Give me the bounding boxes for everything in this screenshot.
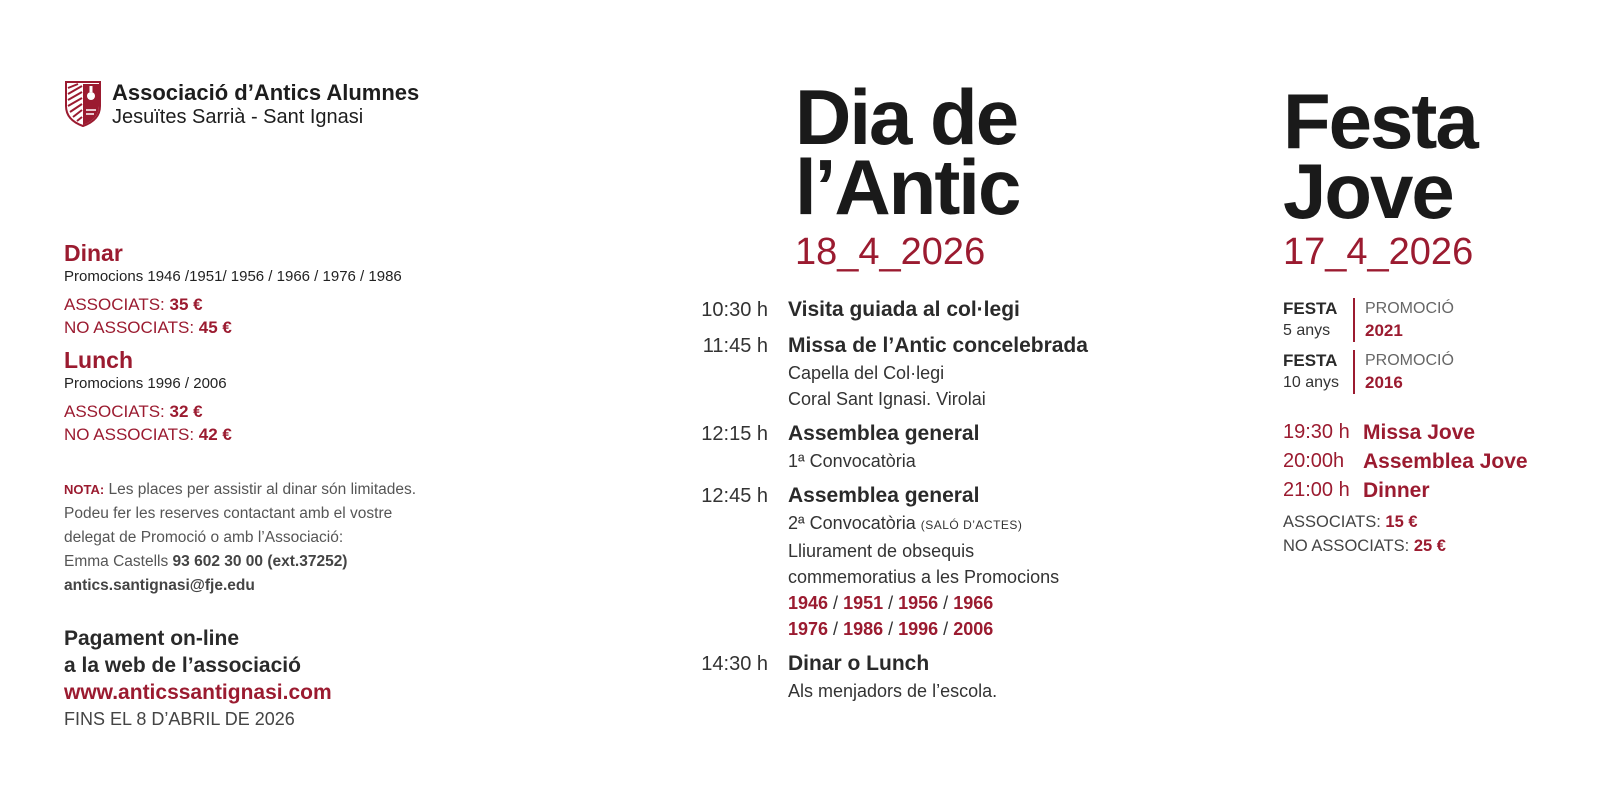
festa-jove-title: Festa Jove [1283,77,1477,235]
meal-prices [64,240,484,446]
festa-promo-row: FESTA 10 anys PROMOCIÓ 2016 [1283,351,1454,392]
dinar-promotions: Promocions 1946 /1951/ 1956 / 1966 / 1976 / 1986 [64,268,402,285]
festa-jove-prices [1283,510,1446,558]
org-name: Associació d’Antics Alumnes [112,80,420,105]
dia-antic-schedule [690,296,1150,712]
schedule-detail: Lliurament de obsequis [788,541,975,561]
lunch-non-members-price: NO ASSOCIATS: 42 € [64,425,232,444]
lunch-title: Lunch [64,347,133,373]
dia-antic-date: 18_4_2026 [795,231,986,273]
schedule-time: 14:30 h [701,653,768,675]
schedule-title: Missa de l’Antic concelebrada [788,334,1088,357]
schedule-item: 21:00 h Dinner [1283,479,1430,502]
schedule-detail: commemoratius a les Promocions [788,567,1060,587]
payment-line-1: Pagament on-line [64,627,240,650]
schedule-detail: Als menjadors de l’escola. [788,681,998,701]
divider [1353,298,1355,342]
promotion-years-row-2: 1976 / 1986 / 1996 / 2006 [788,619,994,639]
dinar-members-price: ASSOCIATS: 35 € [64,295,203,314]
org-header [64,80,419,129]
festa-jove-schedule [1283,418,1583,505]
schedule-detail: 1ª Convocatòria [788,451,916,471]
schedule-item [690,650,1150,704]
payment-line-2: a la web de l’associació [64,654,301,677]
promotion-years-row-1: 1946 / 1951 / 1956 / 1966 [788,593,994,613]
schedule-item [690,420,1150,474]
schedule-time: 11:45 h [702,335,768,357]
lunch-promotions: Promocions 1996 / 2006 [64,375,227,392]
org-subtitle: Jesuïtes Sarrià - Sant Ignasi [112,106,364,128]
note-block [64,478,464,598]
note-line-3: delegat de Promoció o amb l’Associació: [64,529,344,546]
schedule-title: Assemblea general [788,422,980,445]
contact-phone[interactable]: 93 602 30 00 (ext.37252) [172,553,348,570]
schedule-detail: Coral Sant Ignasi. Virolai [788,389,986,409]
festa-non-members-price: NO ASSOCIATS: 25 € [1283,537,1446,555]
schedule-item [690,296,1150,324]
note-line-1: Les places per assistir al dinar són limitades. [104,481,417,498]
schedule-detail: 2ª Convocatòria (SALÓ D’ACTES) [788,513,1023,533]
festa-promo-row: FESTA 5 anys PROMOCIÓ 2021 [1283,299,1454,340]
dinar-non-members-price: NO ASSOCIATS: 45 € [64,318,232,337]
note-line-2: Podeu fer les reserves contactant amb el vostre [64,505,393,522]
payment-block [64,625,484,733]
payment-url-link[interactable]: www.anticssantignasi.com [64,681,332,704]
schedule-time: 12:45 h [701,485,768,507]
schedule-title: Assemblea general [788,484,980,507]
schedule-item [690,332,1150,412]
contact-email[interactable]: antics.santignasi@fje.edu [64,577,255,594]
note-label: NOTA: [64,482,105,497]
lunch-members-price: ASSOCIATS: 32 € [64,402,203,421]
festa-jove-date: 17_4_2026 [1283,231,1474,273]
schedule-time: 12:15 h [701,423,768,445]
dia-antic-title: Dia de l’Antic [795,73,1020,231]
festa-members-price: ASSOCIATS: 15 € [1283,513,1418,531]
schedule-item: 20:00h Assemblea Jove [1283,450,1528,473]
divider [1353,350,1355,394]
schedule-item: 19:30 h Missa Jove [1283,421,1476,444]
schedule-time: 10:30 h [701,299,768,321]
schedule-item [690,482,1150,642]
schedule-title: Visita guiada al col·legi [788,298,1020,321]
payment-deadline: FINS EL 8 D’ABRIL DE 2026 [64,709,295,729]
dinar-title: Dinar [64,240,123,266]
contact-name: Emma Castells [64,553,173,570]
schedule-title: Dinar o Lunch [788,652,930,675]
shield-crest-icon [64,80,102,128]
schedule-detail: Capella del Col·legi [788,363,945,383]
